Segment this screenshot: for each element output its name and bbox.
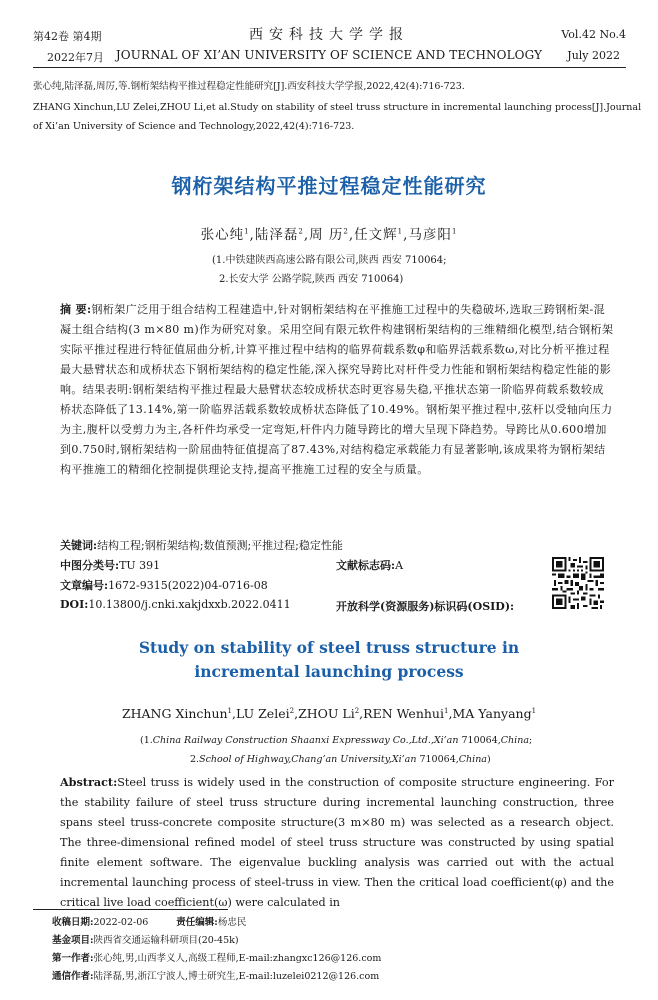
doi-value: 10.13800/j.cnki.xakjdxxb.2022.0411 [88, 598, 291, 611]
first-author-text: 张心纯,男,山西孝义人,高级工程师,E-mail:zhangxc126@126.com [93, 953, 382, 964]
document-code [336, 557, 403, 573]
abstract-en [60, 772, 614, 913]
affiliation-cn-1: (1.中铁建陕西高速公路有限公司,陕西 西安 710064; [212, 255, 447, 266]
affil-postcode: 710064, [458, 735, 501, 746]
title-en-line1: Study on stability of steel truss structure in [138, 638, 520, 657]
author-cn: 马彦阳 [408, 227, 452, 243]
affil-end: ; [529, 735, 533, 746]
first-author-label: 第一作者: [52, 953, 94, 964]
affil-end: ) [486, 754, 491, 765]
editor-label: 责任编辑: [176, 917, 218, 928]
author-affil-mark: 2 [289, 706, 295, 715]
qr-code-icon[interactable] [552, 557, 604, 609]
author-affil-mark: 2 [298, 227, 304, 236]
article-number-value: 1672-9315(2022)04-0716-08 [108, 579, 268, 592]
author-en: MA Yanyang [452, 706, 532, 721]
article-number-label: 文章编号: [60, 579, 109, 592]
fund-text: 陕西省交通运输科研项目(20-45k) [93, 935, 239, 946]
authors-en: ZHANG Xinchun$^1$,LU Zelei$^2$,ZHOU Li$^2$,REN Wenhui$^1$,MA Yanyang$^1$ [121, 706, 537, 721]
abstract-cn-text: 钢桁架广泛用于组合结构工程建造中,针对钢桁架结构在平推施工过程中的失稳破坏,选取三跨钢桁架-混凝土组合结构(3 m×80 m)作为研究对象。采用空间有限元软件构建钢桁架结构的三维精细化模型,结合钢桁架实际平推过程进行特征值屈曲分析,计算平推过程中结构的临界荷载系数φ和临界活载系数ω,对比分析平推过程最大悬臂状态和成桥状态下钢桁架结构的稳定性能,深入探究导跨比对杆件受力性能和钢桁架结构稳定性能的影响。结果表明:钢桁架结构平推过程最大悬臂状态较成桥状态时更容易失稳,平推状态第一阶临界荷载系数较成桥状态降低了13.14%,第一阶临界活载系数较成桥状态降低了10.49%。钢桁架平推过程中,弦杆以受轴向压力为主,腹杆以受剪力为主,各杆件均承受一定弯矩,杆件内力随导跨比的增大呈现下降趋势。导跨比从0.600增加到0.750时,钢桁架结构一阶屈曲特征值提高了87.43%,对结构稳定承载能力有显著影响,该成果将为钢桁架结构平推施工的精细化控制提供理论支持,提高平推施工过程的安全与质量。 [60, 303, 614, 476]
title-en-line2: incremental launching process [194, 662, 464, 681]
author-affil-mark: 1 [227, 706, 233, 715]
title-cn: 钢桁架结构平推过程稳定性能研究 [171, 176, 487, 198]
doi [60, 598, 291, 611]
footnote-received [52, 914, 246, 928]
affiliation-en-1 [140, 735, 532, 746]
authors-cn: 张心纯$^1$,陆泽磊$^2$,周 历$^2$,任文辉$^1$,马彦阳$^1$ [200, 227, 458, 243]
affil-prefix: 2. [190, 754, 200, 765]
author-affil-mark: 1 [397, 227, 404, 236]
footnote-first-author [52, 950, 381, 964]
abstract-cn [60, 300, 614, 480]
article-number [60, 577, 268, 593]
osid [336, 598, 514, 614]
header-rule [33, 67, 626, 68]
footnote-rule [33, 909, 228, 910]
clc-number [60, 557, 160, 573]
author-en: ZHANG Xinchun [121, 706, 228, 721]
keywords-cn-text: 结构工程;钢桁架结构;数值预测;平推过程;稳定性能 [97, 539, 343, 552]
abstract-en-text: Steel truss is widely used in the construction of composite structure engineering. For the stability failure of steel truss structure during incremental launching construction, three spans steel truss-concrete composite structure(3 m×80 m) was selected as a research object. The three-dimensional refined model of steel truss structure was constructed by using spatial finite element software. The eigenvalue buckling analysis was carried out with the actual incremental launching process of steel-truss in view. Then the critical load coefficient(φ) and the critical live load coefficient(ω) were calculated in [60, 776, 614, 909]
abstract-en-label: Abstract: [60, 775, 118, 789]
editor-name: 杨忠民 [217, 917, 247, 928]
citation-en-line1: ZHANG Xinchun,LU Zelei,ZHOU Li,et al.Study on stability of steel truss structure in incremental launching process[J].Journal [33, 102, 642, 113]
citation-en-line2: of Xi’an University of Science and Technology,2022,42(4):716-723. [33, 121, 355, 132]
author-en: ZHOU Li [298, 706, 355, 721]
header-volume-issue-cn: 第42卷 第4期 [33, 30, 102, 43]
author-en: REN Wenhui [363, 706, 444, 721]
author-cn: 任文辉 [354, 227, 398, 243]
abstract-cn-label: 摘 要: [60, 303, 92, 316]
author-cn: 周 历 [309, 227, 344, 243]
corresponding-text: 陆泽磊,男,浙江宁波人,博士研究生,E-mail:luzelei0212@126.com [93, 971, 380, 982]
author-affil-mark: 2 [354, 706, 360, 715]
doi-label: DOI: [60, 598, 89, 611]
title-en [0, 636, 658, 684]
author-cn: 张心纯 [200, 227, 245, 243]
header-journal-name-en: JOURNAL OF XI’AN UNIVERSITY OF SCIENCE AND TECHNOLOGY [115, 48, 543, 62]
author-affil-mark: 1 [244, 227, 250, 236]
document-code-label: 文献标志码: [336, 559, 396, 572]
received-label: 收稿日期: [52, 917, 94, 928]
header-date-cn: 2022年7月 [47, 51, 104, 64]
affil-org: China Railway Construction Shaanxi Expressway Co.,Ltd.,Xi’an [152, 735, 459, 746]
header-volume-issue-en: Vol.42 No.4 [561, 28, 626, 41]
author-affil-mark: 1 [443, 706, 449, 715]
citation-cn: 张心纯,陆泽磊,周厉,等.钢桁架结构平推过程稳定性能研究[J].西安科技大学学报,2022,42(4):716-723. [33, 81, 465, 92]
keywords-cn-label: 关键词: [60, 539, 98, 552]
header-date-en: July 2022 [567, 49, 620, 62]
affil-country: China [458, 754, 487, 765]
affil-org: School of Highway,Chang’an University,Xi’an [199, 754, 417, 765]
osid-label: 开放科学(资源服务)标识码(OSID): [336, 600, 515, 613]
received-date: 2022-02-06 [93, 917, 149, 928]
keywords-cn [60, 537, 343, 553]
clc-value: TU 391 [119, 559, 161, 572]
fund-label: 基金项目: [52, 935, 94, 946]
affil-postcode: 710064, [416, 754, 459, 765]
document-code-value: A [395, 559, 404, 572]
header-journal-name-cn: 西安科技大学学报 [249, 27, 409, 43]
affil-prefix: (1. [140, 735, 153, 746]
author-en: LU Zelei [236, 706, 290, 721]
author-affil-mark: 1 [531, 706, 537, 715]
author-affil-mark: 1 [451, 227, 458, 236]
affiliation-cn-2: 2.长安大学 公路学院,陕西 西安 710064) [219, 274, 404, 285]
author-cn: 陆泽磊 [254, 227, 299, 243]
footnote-fund [52, 932, 239, 946]
author-affil-mark: 2 [343, 227, 349, 236]
footnote-corresponding-author [52, 968, 379, 982]
clc-label: 中图分类号: [60, 559, 120, 572]
affiliation-en-2 [190, 754, 491, 765]
corresponding-label: 通信作者: [52, 971, 94, 982]
affil-country: China [500, 735, 529, 746]
